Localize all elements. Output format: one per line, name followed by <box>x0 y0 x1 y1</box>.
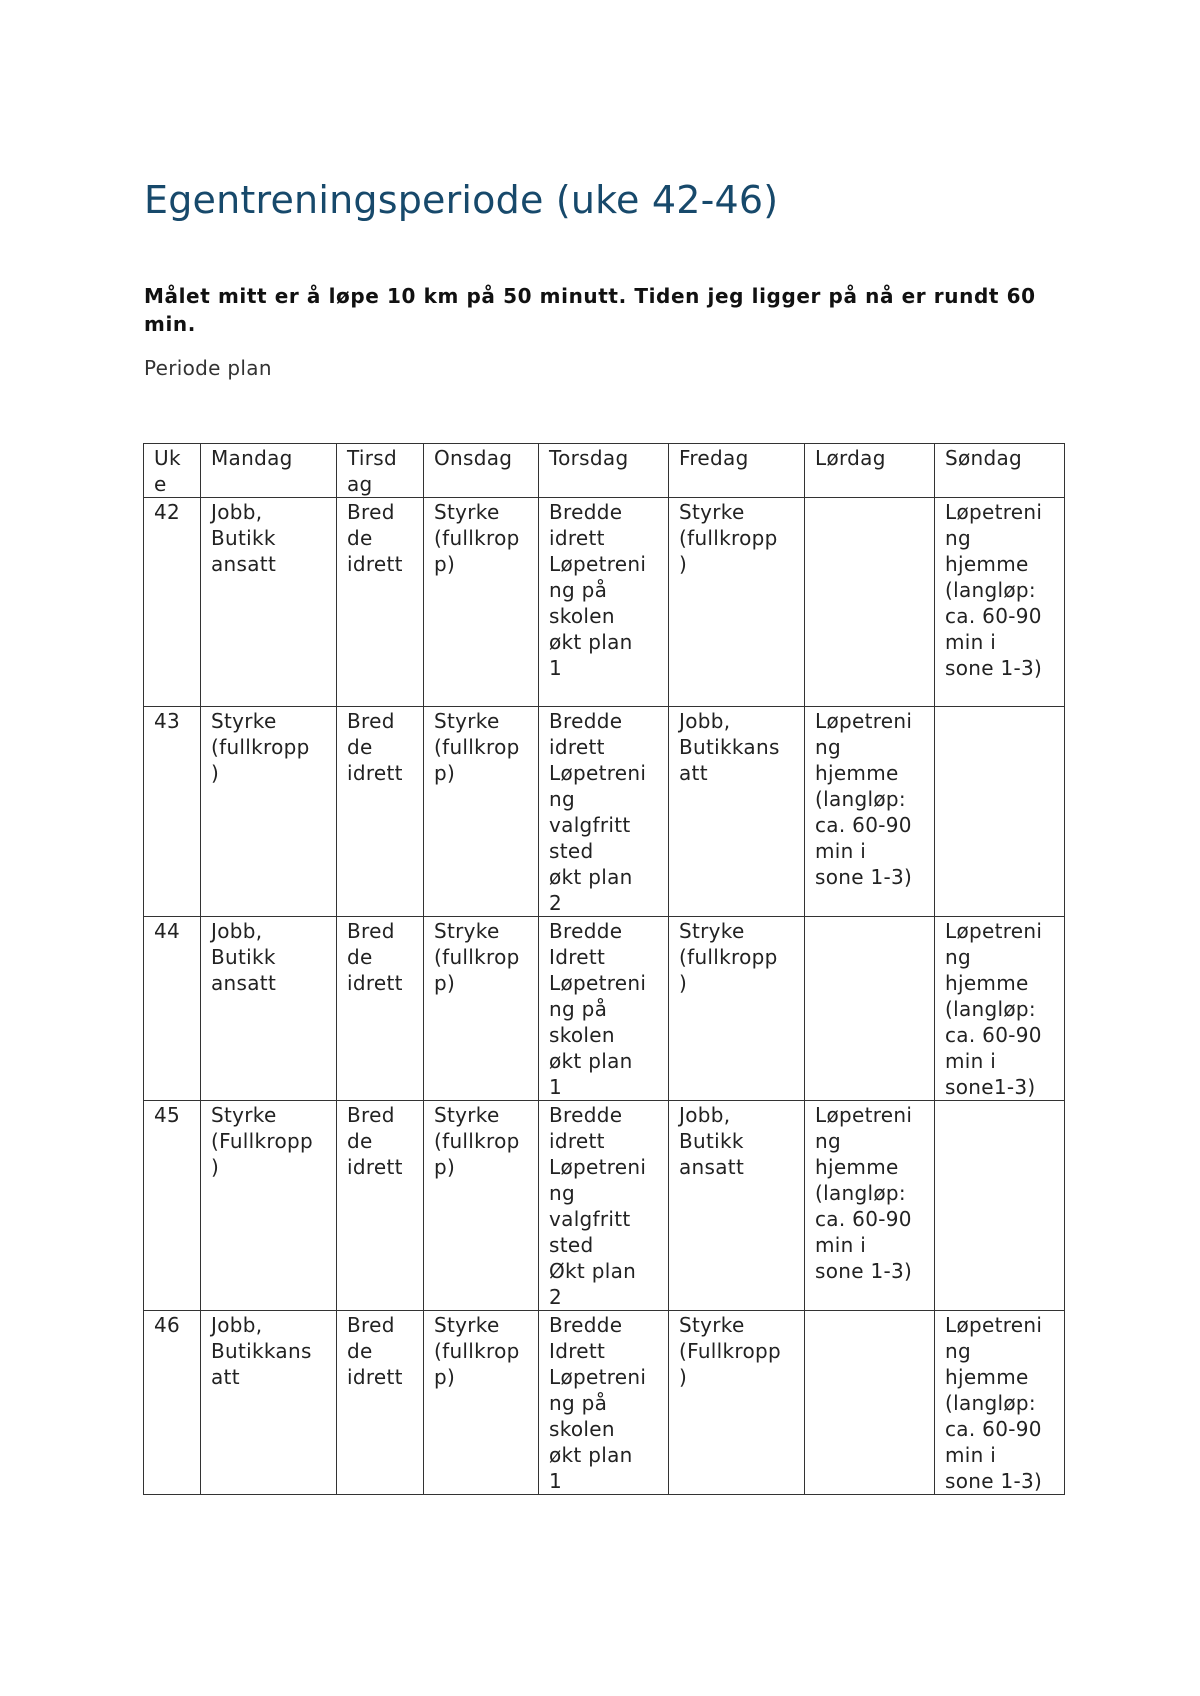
friday-cell: Styrke (fullkropp ) <box>669 498 805 707</box>
table-header-row <box>144 444 1065 498</box>
sunday-cell <box>935 707 1065 917</box>
monday-cell: Jobb, Butikk ansatt <box>201 917 337 1101</box>
wednesday-cell: Styrke (fullkrop p) <box>424 498 539 707</box>
saturday-cell: Løpetreni ng hjemme (langløp: ca. 60-90 min i sone 1-3) <box>805 1101 935 1311</box>
training-plan-table <box>143 443 1065 1495</box>
friday-cell: Stryke (fullkropp ) <box>669 917 805 1101</box>
saturday-cell <box>805 498 935 707</box>
friday-cell: Jobb, Butikkans att <box>669 707 805 917</box>
sunday-cell: Løpetreni ng hjemme (langløp: ca. 60-90 min i sone 1-3) <box>935 498 1065 707</box>
week-number-cell: 46 <box>144 1311 201 1495</box>
wednesday-cell: Styrke (fullkrop p) <box>424 1101 539 1311</box>
goal-statement: Målet mitt er å løpe 10 km på 50 minutt. Tiden jeg ligger på nå er rundt 60 min. <box>144 284 1036 336</box>
header-friday: Fredag <box>669 444 805 498</box>
wednesday-cell: Styrke (fullkrop p) <box>424 1311 539 1495</box>
saturday-cell: Løpetreni ng hjemme (langløp: ca. 60-90 min i sone 1-3) <box>805 707 935 917</box>
tuesday-cell: Bred de idrett <box>337 498 424 707</box>
friday-cell: Styrke (Fullkropp ) <box>669 1311 805 1495</box>
thursday-cell: Bredde idrett Løpetreni ng valgfritt sted Økt plan 2 <box>539 1101 669 1311</box>
tuesday-cell: Bred de idrett <box>337 917 424 1101</box>
thursday-cell: Bredde Idrett Løpetreni ng på skolen økt plan 1 <box>539 917 669 1101</box>
period-plan-heading: Periode plan <box>144 356 272 380</box>
thursday-cell: Bredde Idrett Løpetreni ng på skolen økt plan 1 <box>539 1311 669 1495</box>
thursday-cell: Bredde idrett Løpetreni ng på skolen økt plan 1 <box>539 498 669 707</box>
header-week: Uk e <box>144 444 201 498</box>
table-row <box>144 707 1065 917</box>
sunday-cell: Løpetreni ng hjemme (langløp: ca. 60-90 min i sone1-3) <box>935 917 1065 1101</box>
table-row <box>144 917 1065 1101</box>
monday-cell: Jobb, Butikk ansatt <box>201 498 337 707</box>
friday-cell: Jobb, Butikk ansatt <box>669 1101 805 1311</box>
header-tuesday: Tirsd ag <box>337 444 424 498</box>
header-wednesday: Onsdag <box>424 444 539 498</box>
week-number-cell: 42 <box>144 498 201 707</box>
thursday-cell: Bredde idrett Løpetreni ng valgfritt sted økt plan 2 <box>539 707 669 917</box>
table-row <box>144 1311 1065 1495</box>
sunday-cell: Løpetreni ng hjemme (langløp: ca. 60-90 min i sone 1-3) <box>935 1311 1065 1495</box>
page-title: Egentreningsperiode (uke 42-46) <box>144 178 779 222</box>
header-sunday: Søndag <box>935 444 1065 498</box>
saturday-cell <box>805 917 935 1101</box>
wednesday-cell: Stryke (fullkrop p) <box>424 917 539 1101</box>
monday-cell: Styrke (Fullkropp ) <box>201 1101 337 1311</box>
table-row <box>144 1101 1065 1311</box>
header-monday: Mandag <box>201 444 337 498</box>
tuesday-cell: Bred de idrett <box>337 1311 424 1495</box>
tuesday-cell: Bred de idrett <box>337 707 424 917</box>
header-saturday: Lørdag <box>805 444 935 498</box>
header-thursday: Torsdag <box>539 444 669 498</box>
week-number-cell: 45 <box>144 1101 201 1311</box>
monday-cell: Styrke (fullkropp ) <box>201 707 337 917</box>
tuesday-cell: Bred de idrett <box>337 1101 424 1311</box>
table-row <box>144 498 1065 707</box>
week-number-cell: 43 <box>144 707 201 917</box>
wednesday-cell: Styrke (fullkrop p) <box>424 707 539 917</box>
week-number-cell: 44 <box>144 917 201 1101</box>
saturday-cell <box>805 1311 935 1495</box>
monday-cell: Jobb, Butikkans att <box>201 1311 337 1495</box>
sunday-cell <box>935 1101 1065 1311</box>
